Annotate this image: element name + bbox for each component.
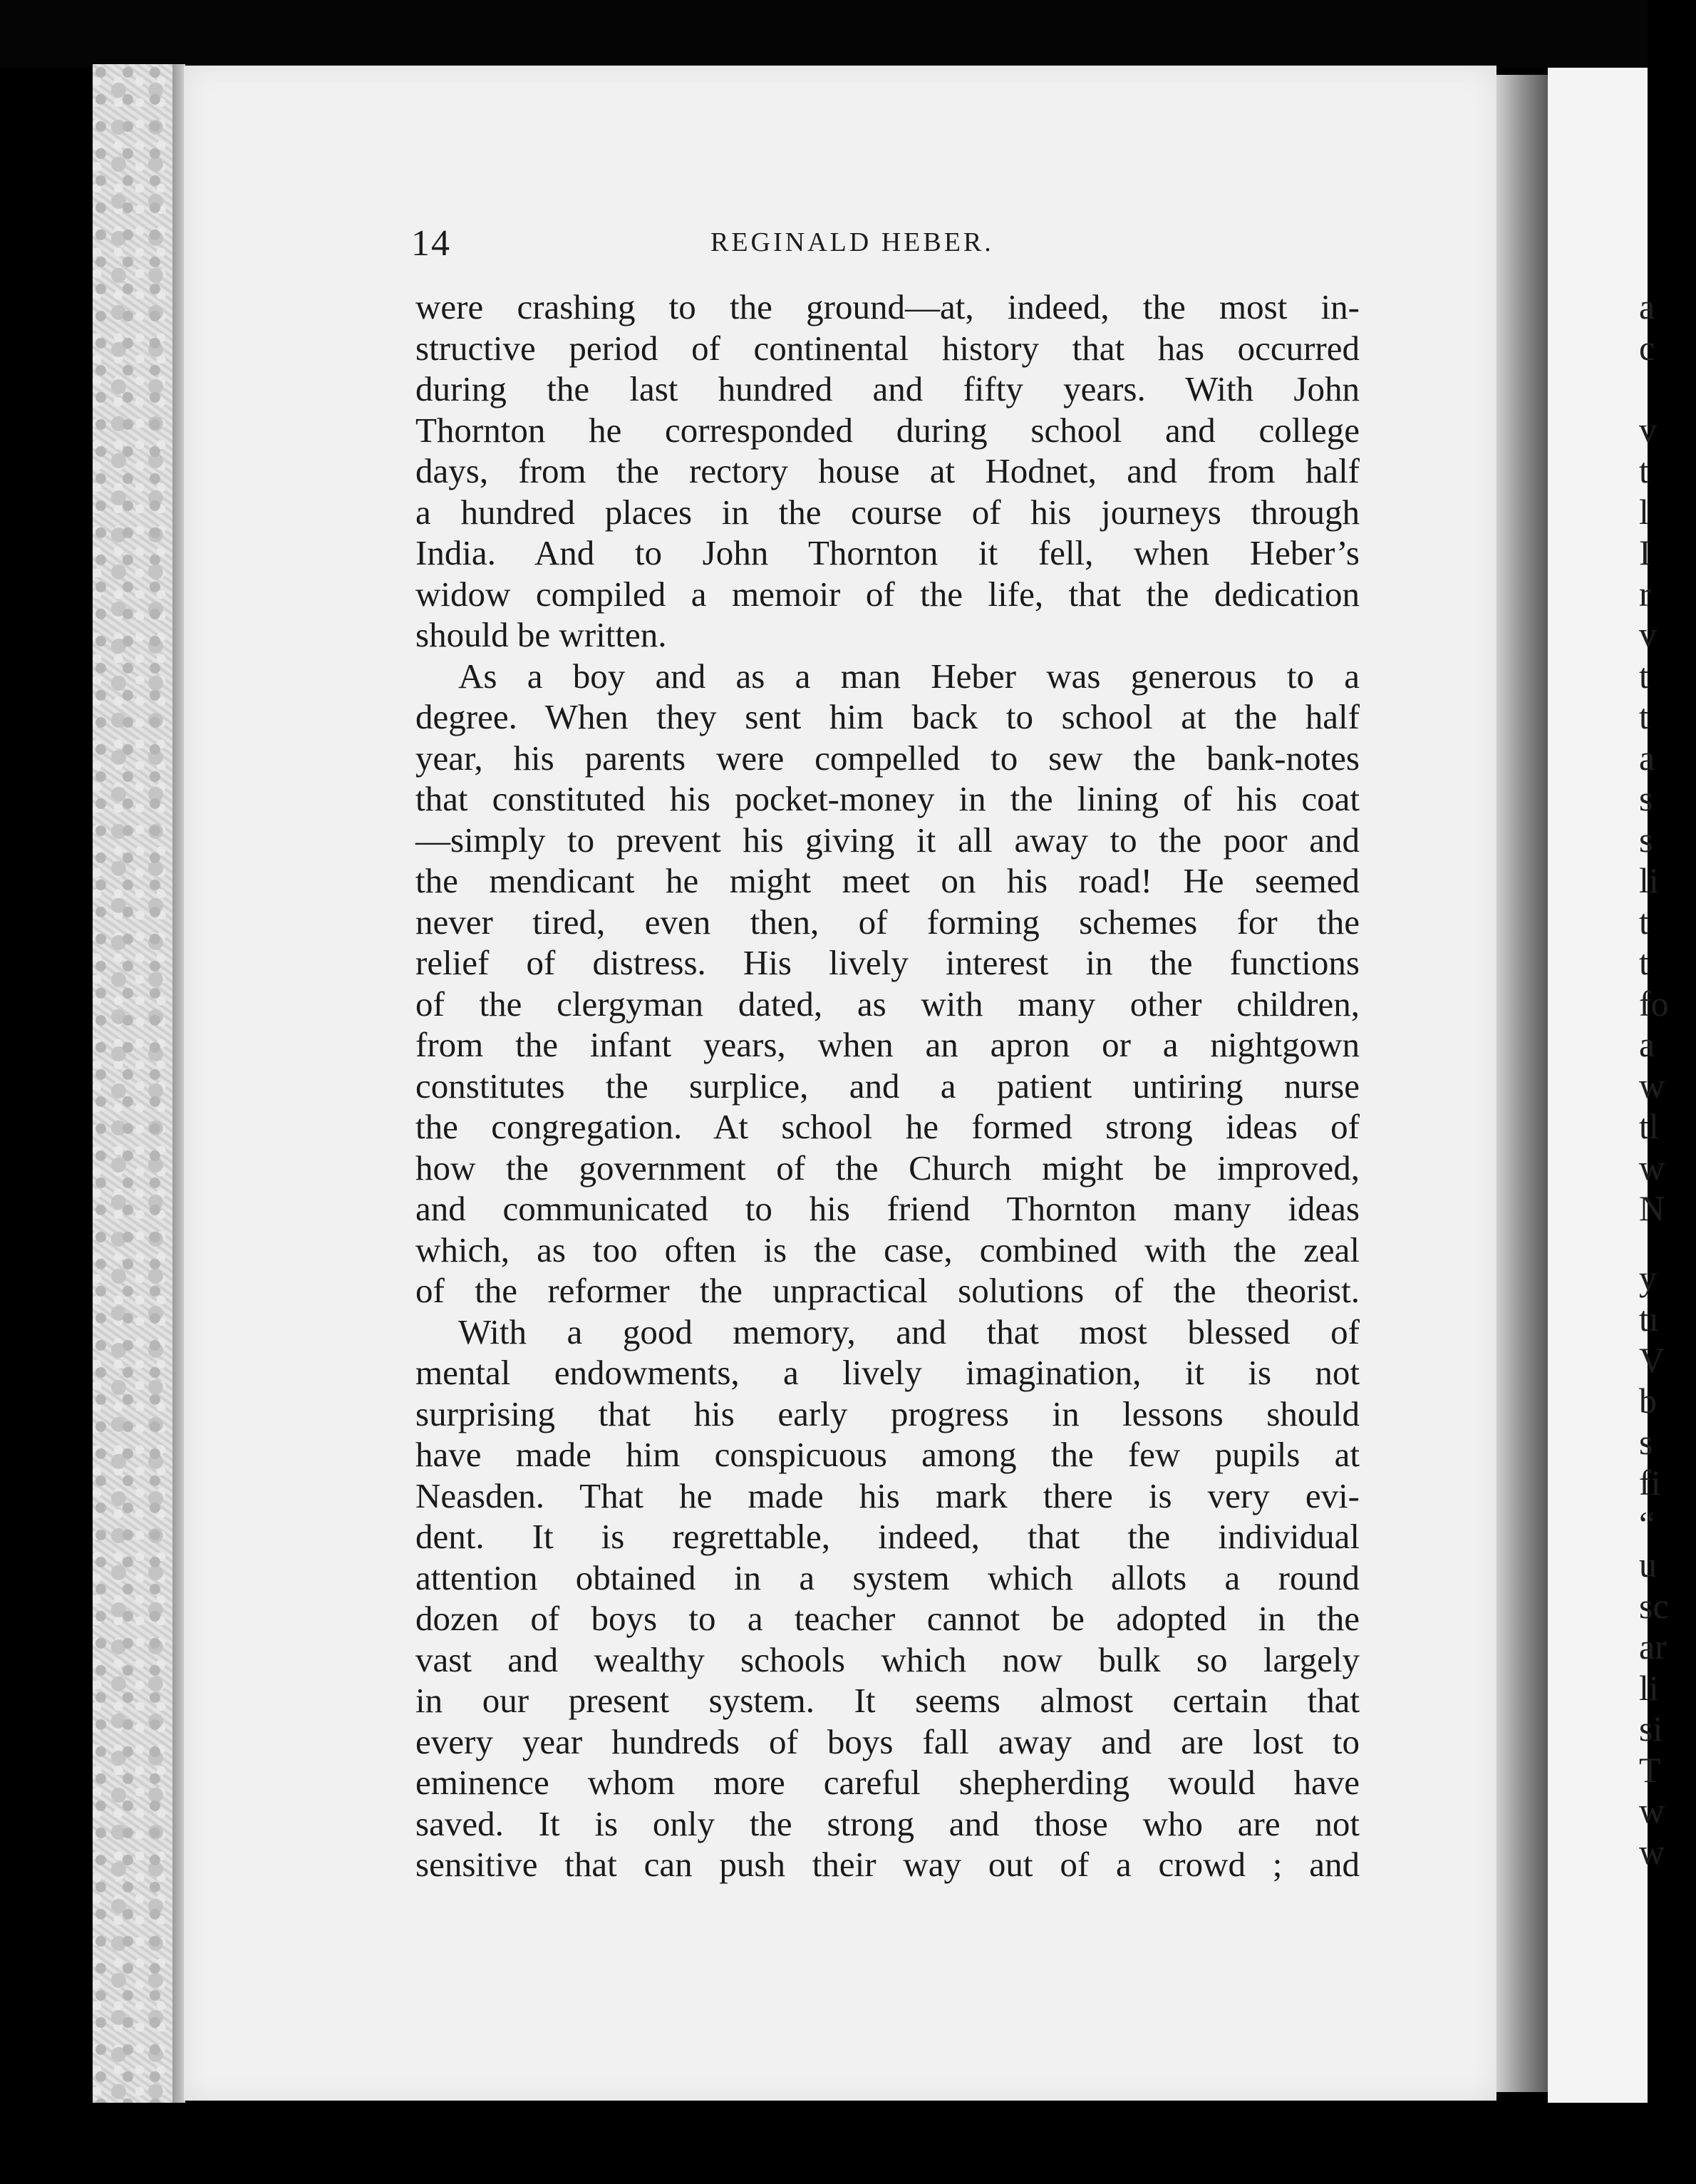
text-line: India. And to John Thornton it fell, when Heber’s <box>415 533 1360 572</box>
facing-page-fragment: fo <box>1639 983 1669 1024</box>
facing-page-fragment: tı <box>1639 1299 1659 1339</box>
text-line: have made him conspicuous among the few pupils at <box>415 1435 1360 1474</box>
text-line: sensitive that can push their way out of a crowd ; and <box>415 1845 1360 1884</box>
scan-bottom-border <box>0 2103 1648 2184</box>
facing-page-fragment: N <box>1639 1188 1665 1228</box>
facing-page-fragment: I <box>1639 532 1651 572</box>
facing-page-edge <box>1548 68 1669 2103</box>
text-line: in our present system. It seems almost certain that <box>415 1681 1360 1720</box>
running-head <box>411 222 1359 268</box>
text-line: of the clergyman dated, as with many other children, <box>415 984 1360 1024</box>
facing-page-fragment: w <box>1639 1831 1665 1872</box>
text-line: attention obtained in a system which allots a round <box>415 1557 1360 1597</box>
facing-page-fragment: ar <box>1639 1627 1667 1667</box>
text-line: surprising that his early progress in lessons should <box>415 1394 1360 1433</box>
text-line: dent. It is regrettable, indeed, that the individual <box>415 1517 1360 1556</box>
facing-page-fragment: sc <box>1639 1585 1669 1626</box>
text-line: —simply to prevent his giving it all away to the poor and <box>415 820 1360 860</box>
decorative-endpaper <box>93 64 172 2103</box>
facing-page-fragment: li <box>1639 860 1659 900</box>
facing-page-fragment: T <box>1639 1749 1661 1790</box>
facing-page-fragment: fi <box>1639 1463 1661 1503</box>
scan-top-border <box>0 0 1648 68</box>
text-line: degree. When they sent him back to school at the half <box>415 697 1360 736</box>
text-line: widow compiled a memoir of the life, that the dedication <box>415 574 1360 614</box>
text-line: the congregation. At school he formed strong ideas of <box>415 1107 1360 1146</box>
facing-page-fragment: a <box>1639 737 1655 778</box>
text-line: a hundred places in the course of his journeys through <box>415 492 1360 532</box>
facing-page-fragment: t <box>1639 696 1649 736</box>
text-line: which, as too often is the case, combined with the zeal <box>415 1230 1360 1269</box>
facing-page-fragment: li <box>1639 1667 1659 1708</box>
facing-page-fragment: a <box>1639 1024 1655 1064</box>
facing-page-fragment: v <box>1639 409 1657 450</box>
text-line: year, his parents were compelled to sew the bank-notes <box>415 738 1360 778</box>
page-number: 14 <box>411 223 451 264</box>
text-line: relief of distress. His lively interest in the functions <box>415 943 1360 982</box>
text-line: saved. It is only the strong and those who are not <box>415 1803 1360 1843</box>
facing-page-fragment: s <box>1639 819 1653 860</box>
text-line: mental endowments, a lively imagination, it is not <box>415 1353 1360 1392</box>
text-line: the mendicant he might meet on his road! He seemed <box>415 861 1360 900</box>
text-line: of the reformer the unpractical solutions of the theorist. <box>415 1271 1360 1310</box>
facing-page-fragment: v <box>1639 614 1657 654</box>
text-line: and communicated to his friend Thornton many ideas <box>415 1189 1360 1228</box>
page-gutter-shadow <box>1496 75 1548 2092</box>
text-line: structive period of continental history that has occurred <box>415 328 1360 368</box>
text-line: during the last hundred and fifty years. With John <box>415 369 1360 408</box>
text-line: eminence whom more careful shepherding would have <box>415 1763 1360 1802</box>
text-line: should be written. <box>415 615 667 654</box>
text-line: Thornton he corresponded during school and college <box>415 410 1360 450</box>
text-line: never tired, even then, of forming schemes for the <box>415 902 1360 942</box>
facing-page-fragment: w <box>1639 1791 1665 1830</box>
facing-page-fragment: c <box>1639 327 1655 368</box>
facing-page-fragment: tl <box>1639 1106 1659 1146</box>
facing-page-fragment: l <box>1639 491 1649 532</box>
text-line: days, from the rectory house at Hodnet, and from half <box>415 451 1360 490</box>
facing-page-fragment: t <box>1639 450 1649 490</box>
text-line: Neasden. That he made his mark there is very evi- <box>415 1475 1360 1515</box>
text-line: As a boy and as a man Heber was generous to a <box>458 656 1360 696</box>
facing-page-fragment: r <box>1639 573 1651 614</box>
running-title: REGINALD HEBER. <box>710 227 994 257</box>
body-text <box>415 287 1360 1885</box>
facing-page-fragment: “ <box>1639 1503 1655 1544</box>
text-line: vast and wealthy schools which now bulk so largely <box>415 1639 1360 1679</box>
facing-page-fragment: t <box>1639 901 1649 942</box>
text-line: from the infant years, when an apron or a nightgown <box>415 1025 1360 1064</box>
facing-page-fragment: w <box>1639 1065 1665 1106</box>
text-line: how the government of the Church might be improved, <box>415 1148 1360 1188</box>
text-line: every year hundreds of boys fall away and are lost to <box>415 1721 1360 1761</box>
facing-page-fragment: si <box>1639 1709 1663 1748</box>
facing-page-fragment: b <box>1639 1381 1657 1421</box>
facing-page-fragment: t <box>1639 942 1649 982</box>
facing-page-fragment: s <box>1639 1421 1653 1462</box>
text-line: dozen of boys to a teacher cannot be adopted in the <box>415 1599 1360 1638</box>
facing-page-fragment: y <box>1639 1257 1657 1298</box>
facing-page-fragment: a <box>1639 287 1655 326</box>
facing-page-fragment: t <box>1639 655 1649 696</box>
facing-page-fragment: V <box>1639 1339 1665 1380</box>
text-line: were crashing to the ground—at, indeed, the most in- <box>415 287 1360 326</box>
text-line: With a good memory, and that most blessed of <box>458 1312 1360 1351</box>
facing-page-fragment: u <box>1639 1545 1657 1585</box>
text-line: constitutes the surplice, and a patient untiring nurse <box>415 1066 1360 1106</box>
facing-page-fragment: w <box>1639 1147 1665 1188</box>
facing-page-fragment: s <box>1639 778 1653 818</box>
text-line: that constituted his pocket-money in the lining of his coat <box>415 779 1360 818</box>
